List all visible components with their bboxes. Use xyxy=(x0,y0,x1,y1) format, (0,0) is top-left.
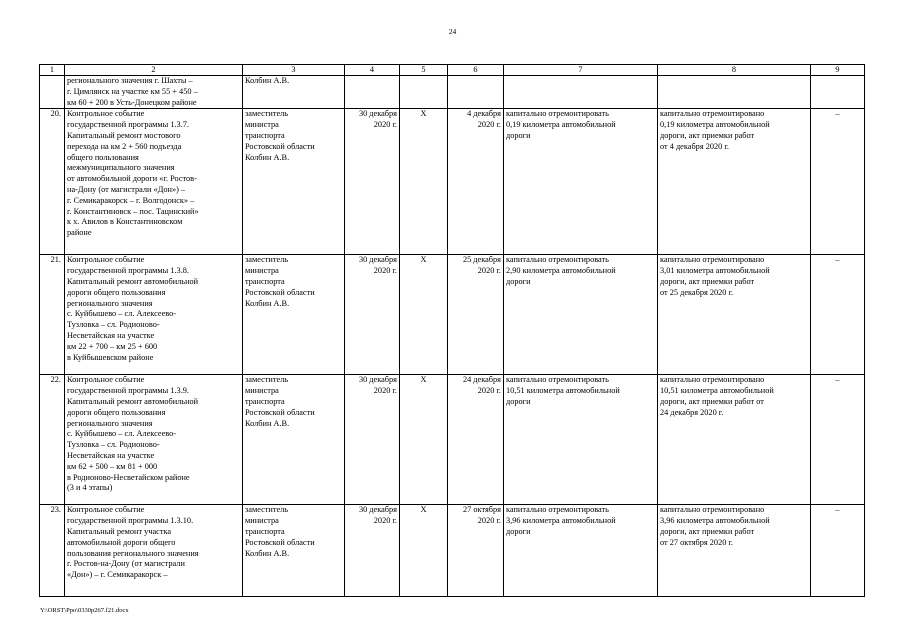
table-row xyxy=(40,255,865,375)
event-description: Контрольное событие государственной программы 1.3.10. Капитальный ремонт участка автомобильной дороги общего пользования регионального значения г. Ростов-на-Дону (от магистрали «Дон») – г. Семикаракорск – xyxy=(65,505,243,597)
mark-cell: Х xyxy=(400,255,448,375)
actual-date: 4 декабря 2020 г. xyxy=(448,109,504,255)
actual-date: 24 декабря 2020 г. xyxy=(448,375,504,505)
row-number: 22. xyxy=(40,375,65,505)
notes-cell xyxy=(811,76,865,109)
header-cell: 6 xyxy=(448,65,504,76)
header-cell: 1 xyxy=(40,65,65,76)
header-cell: 4 xyxy=(345,65,400,76)
responsible-person: заместитель министра транспорта Ростовской области Колбин А.В. xyxy=(243,375,345,505)
header-cell: 2 xyxy=(65,65,243,76)
planned-deadline: 30 декабря 2020 г. xyxy=(345,375,400,505)
actual-date: 25 декабря 2020 г. xyxy=(448,255,504,375)
event-description: Контрольное событие государственной программы 1.3.7. Капитальный ремонт мостового перехода на км 2 + 560 подъезда общего пользования межмуниципального значения от автомобильной дороги «г. Ростов- на-Дону (от магистрали «Дон») – г. Семикаракорск – г. Волгодонск» – г. Константиновск – пос. Тацинский» к х. Авилов в Константиновском районе xyxy=(65,109,243,255)
planned-deadline xyxy=(345,76,400,109)
notes-cell: – xyxy=(811,505,865,597)
table-row xyxy=(40,505,865,597)
event-description: Контрольное событие государственной программы 1.3.8. Капитальный ремонт автомобильной дороги общего пользования регионального значения с. Куйбышево – сл. Алексеево- Тузловка – сл. Родионово- Несветайская на участке км 22 + 700 – км 25 + 600 в Куйбышевском районе xyxy=(65,255,243,375)
event-description: Контрольное событие государственной программы 1.3.9. Капитальный ремонт автомобильной дороги общего пользования регионального значения с. Куйбышево – сл. Алексеево- Тузловка – сл. Родионово- Несветайская на участке км 62 + 500 – км 81 + 000 в Родионово-Несветайском районе (3 и 4 этапы) xyxy=(65,375,243,505)
notes-cell: – xyxy=(811,109,865,255)
actual-result xyxy=(658,76,811,109)
responsible-person: заместитель министра транспорта Ростовской области Колбин А.В. xyxy=(243,255,345,375)
actual-date xyxy=(448,76,504,109)
table-row xyxy=(40,109,865,255)
mark-cell: Х xyxy=(400,505,448,597)
planned-result: капитально отремонтировать 0,19 километра автомобильной дороги xyxy=(504,109,658,255)
header-cell: 9 xyxy=(811,65,865,76)
planned-result: капитально отремонтировать 3,96 километра автомобильной дороги xyxy=(504,505,658,597)
notes-cell: – xyxy=(811,255,865,375)
row-number xyxy=(40,76,65,109)
responsible-person: Колбин А.В. xyxy=(243,76,345,109)
actual-result: капитально отремонтировано 0,19 километра автомобильной дороги, акт приемки работ от 4 декабря 2020 г. xyxy=(658,109,811,255)
planned-result: капитально отремонтировать 10,51 километра автомобильной дороги xyxy=(504,375,658,505)
header-cell: 7 xyxy=(504,65,658,76)
file-path-footer: Y:\ORST\Ppo\0330p267.f21.docx xyxy=(40,607,129,614)
responsible-person: заместитель министра транспорта Ростовской области Колбин А.В. xyxy=(243,505,345,597)
planned-deadline: 30 декабря 2020 г. xyxy=(345,505,400,597)
mark-cell: Х xyxy=(400,375,448,505)
report-table xyxy=(39,64,865,597)
header-row xyxy=(40,65,865,76)
header-cell: 3 xyxy=(243,65,345,76)
actual-result: капитально отремонтировано 3,01 километра автомобильной дороги, акт приемки работ от 25 декабря 2020 г. xyxy=(658,255,811,375)
row-number: 23. xyxy=(40,505,65,597)
planned-deadline: 30 декабря 2020 г. xyxy=(345,255,400,375)
row-number: 20. xyxy=(40,109,65,255)
table-row xyxy=(40,76,865,109)
actual-result: капитально отремонтировано 3,96 километра автомобильной дороги, акт приемки работ от 27 октября 2020 г. xyxy=(658,505,811,597)
mark-cell: Х xyxy=(400,109,448,255)
table-row xyxy=(40,375,865,505)
actual-result: капитально отремонтировано 10,51 километра автомобильной дороги, акт приемки работ от 24 декабря 2020 г. xyxy=(658,375,811,505)
event-description: регионального значения г. Шахты – г. Цимлянск на участке км 55 + 450 – км 60 + 200 в Усть-Донецком районе xyxy=(65,76,243,109)
actual-date: 27 октября 2020 г. xyxy=(448,505,504,597)
header-cell: 8 xyxy=(658,65,811,76)
planned-result: капитально отремонтировать 2,90 километра автомобильной дороги xyxy=(504,255,658,375)
header-cell: 5 xyxy=(400,65,448,76)
mark-cell xyxy=(400,76,448,109)
planned-result xyxy=(504,76,658,109)
page-number: 24 xyxy=(448,27,457,36)
planned-deadline: 30 декабря 2020 г. xyxy=(345,109,400,255)
responsible-person: заместитель министра транспорта Ростовской области Колбин А.В. xyxy=(243,109,345,255)
notes-cell: – xyxy=(811,375,865,505)
row-number: 21. xyxy=(40,255,65,375)
